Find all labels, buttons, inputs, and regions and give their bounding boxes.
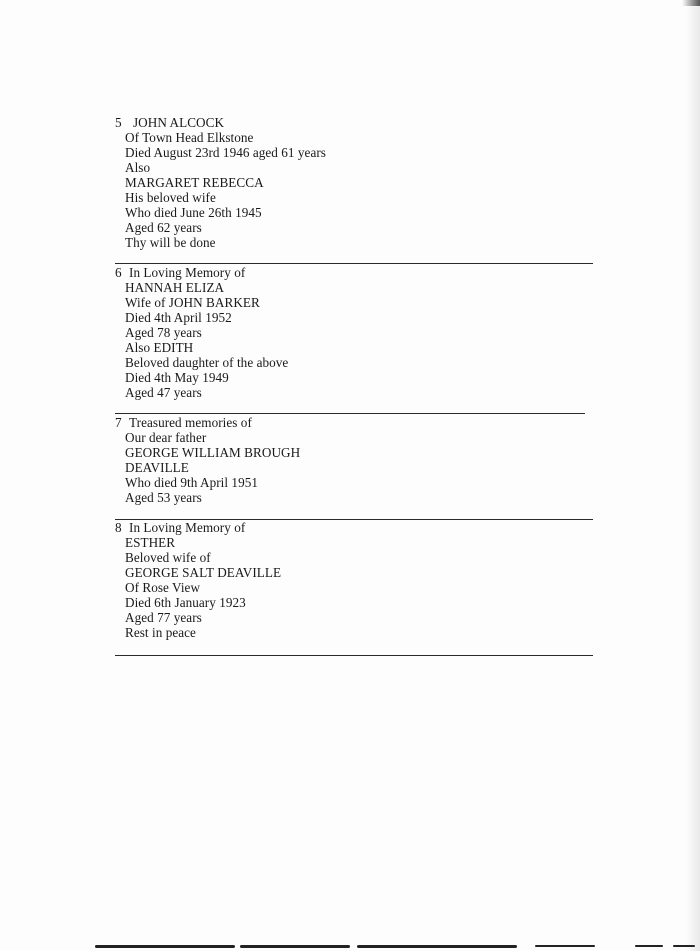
inscription-line: ESTHER: [125, 535, 176, 550]
entry-divider: [115, 655, 593, 656]
entry-heading: Treasured memories of: [129, 415, 252, 430]
entry-heading-line: [115, 415, 252, 430]
inscription-line: HANNAH ELIZA: [125, 280, 225, 295]
inscription-line: Beloved wife of: [125, 550, 211, 565]
inscription-line: Rest in peace: [125, 625, 196, 640]
entry-number: 7: [115, 415, 122, 430]
inscription-line: MARGARET REBECCA: [125, 175, 264, 190]
scan-edge-segment: [535, 945, 595, 947]
inscription-line: Died August 23rd 1946 aged 61 years: [125, 145, 326, 160]
entry-heading: In Loving Memory of: [129, 265, 246, 280]
inscription-line: Wife of JOHN BARKER: [125, 295, 260, 310]
entry-number: 5: [115, 115, 122, 130]
inscription-line: DEAVILLE: [125, 460, 189, 475]
scan-edge-segment: [357, 945, 517, 948]
inscription-line: Aged 62 years: [125, 220, 202, 235]
entry-number: 8: [115, 520, 122, 535]
scan-edge-segment: [240, 945, 350, 948]
inscription-line: Who died June 26th 1945: [125, 205, 262, 220]
entry-heading: In Loving Memory of: [129, 520, 246, 535]
entry-heading-line: [115, 265, 245, 280]
scan-bottom-edge: [95, 941, 695, 951]
inscription-line: Of Rose View: [125, 580, 201, 595]
entry-heading-line: [115, 520, 245, 535]
inscription-line: His beloved wife: [125, 190, 216, 205]
inscription-line: Aged 77 years: [125, 610, 202, 625]
entry-heading: JOHN ALCOCK: [133, 115, 225, 130]
inscription-line: Also EDITH: [125, 340, 194, 355]
entry-divider: [115, 413, 585, 414]
inscription-line: GEORGE SALT DEAVILLE: [125, 565, 282, 580]
inscription-line: Aged 53 years: [125, 490, 202, 505]
entry-number: 6: [115, 265, 122, 280]
inscription-line: Of Town Head Elkstone: [125, 130, 254, 145]
inscription-line: GEORGE WILLIAM BROUGH: [125, 445, 301, 460]
inscription-line: Died 4th May 1949: [125, 370, 229, 385]
inscription-line: Aged 78 years: [125, 325, 202, 340]
inscription-line: Also: [125, 160, 151, 175]
scan-edge-segment: [635, 945, 663, 947]
inscription-line: Our dear father: [125, 430, 207, 445]
entry-divider: [115, 263, 593, 264]
inscription-line: Aged 47 years: [125, 385, 202, 400]
inscription-line: Beloved daughter of the above: [125, 355, 289, 370]
entry-heading-line: [115, 115, 224, 130]
scan-edge-segment: [673, 945, 695, 947]
page-edge-shadow: [686, 0, 700, 951]
inscription-line: Who died 9th April 1951: [125, 475, 259, 490]
inscription-line: Died 6th January 1923: [125, 595, 246, 610]
scan-edge-segment: [95, 945, 235, 948]
inscription-line: Died 4th April 1952: [125, 310, 232, 325]
inscription-line: Thy will be done: [125, 235, 216, 250]
scan-corner-mark: [682, 0, 700, 6]
